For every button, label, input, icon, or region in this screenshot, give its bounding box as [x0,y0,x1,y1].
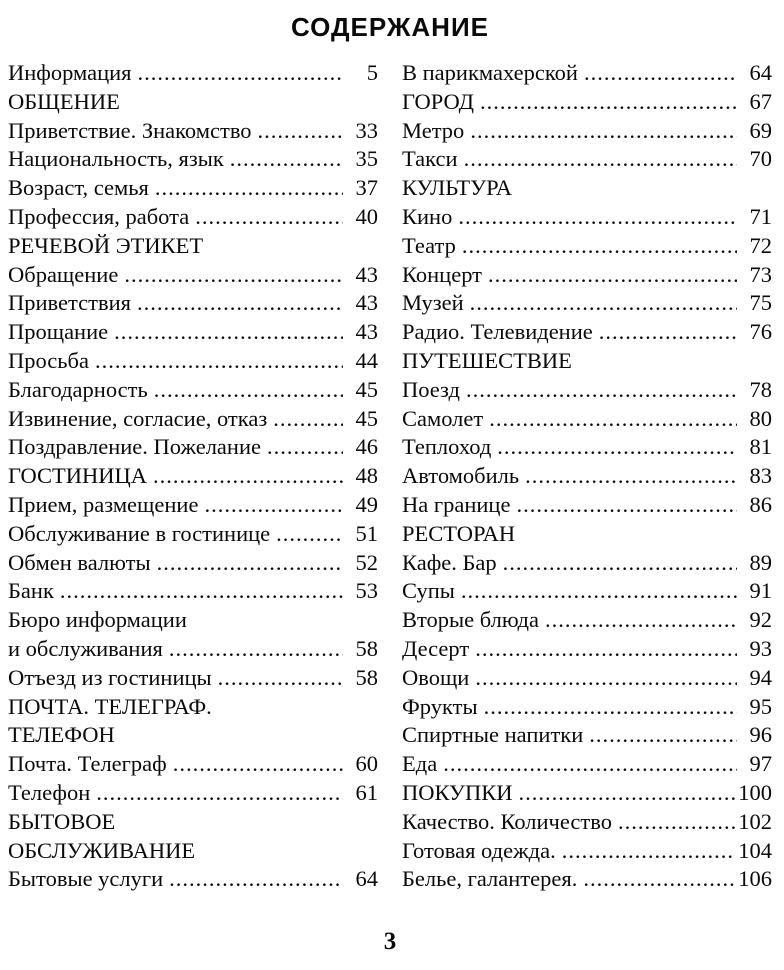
dot-leader [618,808,735,837]
page-title: СОДЕРЖАНИЕ [291,12,489,42]
toc-entry-page: 60 [355,751,378,777]
toc-entry-label: Автомобиль [402,463,520,489]
toc-entry-page: 43 [355,261,378,287]
toc-entry [8,289,378,318]
toc-entry [8,721,378,750]
dot-leader [545,606,737,635]
toc-entry-page: 48 [355,463,378,489]
toc-entry [8,174,378,203]
toc-entry-label: ПУТЕШЕСТВИЕ [402,347,572,373]
toc-entry-label: Почта. Телеграф [8,751,167,777]
toc-entry [402,779,772,808]
toc-entry-page: 92 [749,607,772,633]
dot-leader [154,376,343,405]
dot-leader [525,462,737,491]
dot-leader [230,145,343,174]
toc-entry [8,117,378,146]
toc-entry-page: 76 [749,319,772,345]
toc-entry [8,779,378,808]
toc-entry-label: ОБСЛУЖИВАНИЕ [8,837,196,863]
toc-entry-label: Просьба [8,347,89,373]
dot-leader [258,117,343,146]
toc-entry [8,750,378,779]
toc-entry [402,174,772,203]
toc-entry-label: Овощи [402,664,470,690]
toc-entry-label: КУЛЬТУРА [402,175,512,201]
toc-entry-page: 64 [749,60,772,85]
toc-entry-label: Метро [402,117,465,143]
toc-entry [402,549,772,578]
toc-entry [402,318,772,347]
toc-entry-label: Супы [402,578,455,604]
toc-entry-label: Благодарность [8,376,148,402]
toc-entry [8,232,378,261]
toc-entry-label: Приветствие. Знакомство [8,117,252,143]
toc-entry-label: Кафе. Бар [402,549,497,575]
toc-entry [8,203,378,232]
toc-entry-label: Белье, галантерея. [402,866,578,892]
toc-entry-page: 81 [749,434,772,460]
toc-entry-label: Поздравление. Пожелание [8,434,261,460]
toc-entry-label: Обращение [8,261,119,287]
toc-entry-page: 43 [355,319,378,345]
toc-entry-label: Приветствия [8,290,131,316]
toc-entry-label: Обмен валюты [8,549,151,575]
toc-entry-page: 64 [355,866,378,892]
toc-entry-label: РЕСТОРАН [402,520,516,546]
toc-entry [8,520,378,549]
toc-entry-label: ГОРОД [402,88,474,114]
toc-entry-label: На границе [402,491,511,517]
toc-entry [8,433,378,462]
toc-entry-page: 58 [355,664,378,690]
toc-right-column [402,59,772,894]
toc-entry-label: Теплоход [402,434,492,460]
toc-entry [402,808,772,837]
dot-leader [169,865,343,894]
toc-entry-page: 67 [749,88,772,114]
dot-leader [516,491,737,520]
toc-entry [402,289,772,318]
toc-entry-label: ТЕЛЕФОН [8,722,115,748]
toc-entry-page: 93 [749,635,772,661]
toc-entry-label: Прием, размещение [8,491,199,517]
toc-entry-label: В парикмахерской [402,60,578,85]
dot-leader [195,203,343,232]
dot-leader [95,347,343,376]
toc-entry-page: 45 [355,405,378,431]
dot-leader [114,318,343,347]
toc-entry-page: 94 [749,664,772,690]
toc-entry [402,232,772,261]
toc-entry [402,750,772,779]
toc-entry-label: Музей [402,290,464,316]
dot-leader [583,865,735,894]
toc-entry-page: 83 [749,463,772,489]
dot-leader [464,145,737,174]
toc-entry-label: и обслуживания [8,635,163,661]
toc-entry-page: 104 [738,837,772,863]
toc-entry [8,261,378,290]
dot-leader [475,635,737,664]
dot-leader [155,174,343,203]
toc-entry-label: Национальность, язык [8,146,224,172]
toc-entry-page: 52 [355,549,378,575]
toc-entry-label: Банк [8,578,54,604]
toc-entry-page: 61 [355,779,378,805]
dot-leader [267,433,343,462]
toc-entry-page: 58 [355,635,378,661]
toc-entry [8,405,378,434]
toc-entry-label: ОБЩЕНИЕ [8,88,120,114]
dot-leader [466,376,737,405]
toc-entry-label: Извинение, согласие, отказ [8,405,268,431]
toc-entry-label: Радио. Телевидение [402,319,593,345]
toc-entry [402,347,772,376]
dot-leader [157,549,343,578]
dot-leader [60,577,343,606]
toc-entry [8,606,378,635]
dot-leader [273,405,343,434]
dot-leader [480,88,737,117]
toc-entry-label: Обслуживание в гостинице [8,520,271,546]
toc-entry-label: Концерт [402,261,482,287]
toc-entry-label: Бытовые услуги [8,866,164,892]
dot-leader [137,289,343,318]
toc-entry [8,664,378,693]
dot-leader [589,721,737,750]
toc-entry-page: 49 [355,491,378,517]
dot-leader [204,491,343,520]
toc-entry [8,462,378,491]
toc-entry [8,145,378,174]
dot-leader [489,405,737,434]
toc-entry [402,664,772,693]
toc-entry-label: ПОЧТА. ТЕЛЕГРАФ. [8,693,212,719]
toc-entry [8,59,378,88]
toc-entry-label: Еда [402,751,438,777]
dot-leader [138,59,343,88]
toc-entry-label: Бюро информации [8,607,187,633]
dot-leader [96,779,343,808]
toc-entry [8,635,378,664]
toc-entry-label: Отъезд из гостиницы [8,664,212,690]
dot-leader [503,549,737,578]
dot-leader [169,635,343,664]
dot-leader [497,433,737,462]
toc-entry [402,145,772,174]
toc-entry-label: Информация [8,60,132,85]
toc-entry [8,347,378,376]
toc-entry [8,376,378,405]
toc-entry [402,405,772,434]
toc-entry [8,865,378,894]
toc-entry [402,721,772,750]
toc-entry [8,549,378,578]
dot-leader [462,232,737,261]
toc-entry [8,693,378,722]
toc-entry-label: РЕЧЕВОЙ ЭТИКЕТ [8,232,204,258]
toc-entry-label: БЫТОВОЕ [8,808,116,834]
toc-columns [8,59,772,894]
toc-entry [402,491,772,520]
toc-entry-page: 78 [749,376,772,402]
toc-entry-page: 46 [355,434,378,460]
toc-entry [402,117,772,146]
toc-entry-label: Возраст, семья [8,175,149,201]
dot-leader [562,837,736,866]
toc-entry-label: Кино [402,203,453,229]
toc-entry-label: Самолет [402,405,484,431]
toc-entry-page: 89 [749,549,772,575]
toc-entry [402,635,772,664]
dot-leader [218,664,343,693]
toc-entry-label: Вторые блюда [402,607,539,633]
toc-entry-page: 73 [749,261,772,287]
toc-entry [8,577,378,606]
toc-entry [402,203,772,232]
toc-entry-page: 102 [738,808,772,834]
toc-entry [402,693,772,722]
toc-entry-label: Прощание [8,319,109,345]
dot-leader [470,289,737,318]
toc-entry-label: Поезд [402,376,460,402]
toc-entry-page: 45 [355,376,378,402]
toc-entry [402,837,772,866]
dot-leader [461,577,737,606]
dot-leader [443,750,737,779]
toc-entry-page: 33 [355,117,378,143]
toc-entry-page: 97 [749,751,772,777]
toc-entry [8,491,378,520]
page-number: 3 [383,928,397,955]
toc-entry-page: 91 [749,578,772,604]
toc-entry-page: 75 [749,290,772,316]
toc-entry-page: 53 [355,578,378,604]
toc-entry-page: 35 [355,146,378,172]
dot-leader [458,203,737,232]
toc-entry-label: Качество. Количество [402,808,612,834]
toc-entry [402,59,772,88]
toc-entry-page: 72 [749,232,772,258]
toc-entry [402,261,772,290]
toc-entry-page: 69 [749,117,772,143]
dot-leader [276,520,343,549]
toc-entry-label: Телефон [8,779,91,805]
toc-entry-page: 96 [749,722,772,748]
toc-entry-label: Десерт [402,635,470,661]
dot-leader [153,462,343,491]
toc-entry-page: 40 [355,203,378,229]
toc-entry-label: Готовая одежда. [402,837,556,863]
toc-entry [8,88,378,117]
toc-entry-page: 106 [738,866,772,892]
toc-entry [402,376,772,405]
dot-leader [475,664,737,693]
dot-leader [173,750,343,779]
toc-entry-page: 51 [355,520,378,546]
toc-entry [402,433,772,462]
toc-entry-page: 70 [749,146,772,172]
toc-entry [8,808,378,837]
dot-leader [584,59,737,88]
dot-leader [470,117,737,146]
toc-entry-label: Спиртные напитки [402,722,584,748]
toc-entry [402,865,772,894]
toc-entry-page: 86 [749,491,772,517]
dot-leader [519,779,736,808]
toc-entry [402,462,772,491]
toc-left-column [8,59,378,894]
toc-entry-page: 43 [355,290,378,316]
toc-entry-label: Такси [402,146,458,172]
toc-entry-page: 44 [355,347,378,373]
toc-entry-page: 71 [749,203,772,229]
toc-entry [402,88,772,117]
toc-entry-label: ГОСТИНИЦА [8,463,147,489]
toc-entry-page: 80 [749,405,772,431]
toc-entry [402,577,772,606]
toc-entry-page: 37 [355,175,378,201]
toc-entry-label: Фрукты [402,693,478,719]
toc-entry [8,318,378,347]
dot-leader [599,318,737,347]
toc-entry-label: ПОКУПКИ [402,779,513,805]
toc-entry [402,606,772,635]
toc-entry [8,837,378,866]
toc-entry-page: 100 [738,779,772,805]
toc-entry-label: Профессия, работа [8,203,190,229]
toc-entry-page: 95 [749,693,772,719]
toc-entry-label: Театр [402,232,456,258]
toc-entry [402,520,772,549]
dot-leader [124,261,343,290]
dot-leader [484,693,737,722]
dot-leader [488,261,737,290]
toc-entry-page: 5 [366,60,378,85]
